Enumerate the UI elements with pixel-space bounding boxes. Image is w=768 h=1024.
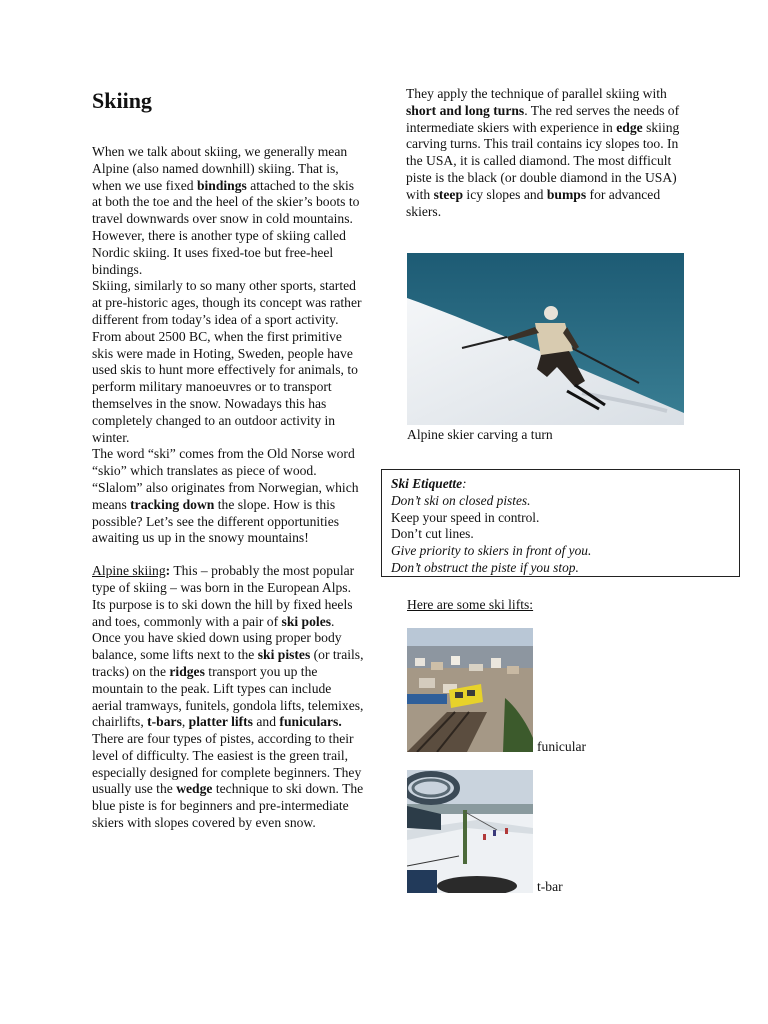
- skier-photo-caption: Alpine skier carving a turn: [407, 427, 553, 442]
- text-run: Skiing, similarly to so many other sports, started at pre-historic ages, though its concept was rather different from today’s idea of a sport activity. From about 2500 BC, when the first primitive skis were made in Hoting, Sweden, people have used skis to hunt more effectively for animals, to perform military manoeuvres or to transport themselves in the snow. Nowadays this has completely changed to an outdoor activity in winter.: [92, 278, 362, 445]
- alpine-skier-photo: [407, 253, 684, 425]
- text-run: (or trails, tracks) on the: [92, 647, 364, 679]
- bold-term: ridges: [169, 663, 205, 679]
- paragraph-alpine-skiing: [92, 563, 364, 731]
- bold-term: steep: [433, 186, 464, 202]
- etiquette-rule: Give priority to skiers in front of you.: [391, 543, 592, 559]
- text-run: There are four types of pistes, according to their level of difficulty. The easiest is the green trail, especially designed for complete beginners. They usually use the: [92, 731, 362, 797]
- paragraph-piste-types: [92, 731, 364, 832]
- bold-term: wedge: [176, 781, 213, 797]
- ski-etiquette-box: [381, 469, 740, 577]
- bold-term: tracking down: [130, 496, 215, 512]
- text-run: This – probably the most popular type of skiing – was born in the European Alps. Its purpose is to ski down the hill by fixed heels and toes, commonly with a pair of: [92, 563, 355, 629]
- etiquette-list: [391, 493, 730, 577]
- etiquette-heading: Ski Etiquette:: [391, 476, 467, 491]
- text-run: icy slopes and: [463, 186, 547, 202]
- text-run: technique to ski down. The blue piste is for beginners and pre-intermediate skiers with slopes covered by even snow.: [92, 781, 364, 831]
- bold-term: short and long turns: [406, 102, 525, 118]
- bold-term: funiculars.: [279, 714, 342, 730]
- etiquette-rule: Don’t cut lines.: [391, 526, 474, 542]
- t-bar-photo: [407, 770, 533, 893]
- text-run: . Once you have skied down using proper body balance, some lifts next to the: [92, 613, 342, 663]
- text-run: attached to the skis at both the toe and the heel of the skier’s boots to travel downwards over snow in cold mountains. However, there is another type of skiing called Nordic skiing. It uses fixed-toe but free-heel bindings.: [92, 177, 360, 277]
- text-run: When we talk about skiing, we generally mean Alpine (also named downhill) skiing. That is, when we use fixed: [92, 144, 348, 193]
- text-run: skiing carving turns. This trail contains icy slopes too. In the USA, it is called diamond. The most difficult piste is the black (or double diamond in the USA) with: [406, 119, 680, 202]
- bold-term: ski pistes: [257, 647, 311, 663]
- bold-term: bumps: [546, 186, 587, 202]
- bold-term: t-bars: [147, 714, 182, 730]
- text-run: The word “ski” comes from the Old Norse word “skio” which translates as piece of wood. “Slalom” also originates from Norwegian, which means: [92, 446, 359, 512]
- page-title: Skiing: [92, 88, 152, 113]
- funicular-label: funicular: [537, 739, 587, 754]
- paragraph-history: [92, 278, 364, 446]
- t-bar-label: t-bar: [537, 879, 563, 894]
- left-column: [92, 88, 364, 832]
- text-run: for advanced skiers.: [406, 186, 661, 219]
- bold-term: platter lifts: [188, 714, 253, 730]
- text-run: . The red serves the needs of intermediate skiers with experience in: [406, 102, 680, 135]
- bold-term: edge: [616, 119, 643, 135]
- text-run: transport you up the mountain to the peak. Lift types can include aerial tramways, funitels, gondola lifts, telemixes, chairlifts,: [92, 663, 364, 730]
- ski-lifts-heading: Here are some ski lifts:: [407, 597, 534, 612]
- text-run: and: [252, 714, 280, 730]
- bold-term: bindings: [196, 177, 247, 193]
- text-run: They apply the technique of parallel skiing with: [406, 86, 667, 101]
- section-heading: Alpine skiing: [92, 563, 166, 579]
- bold-term: ski poles: [281, 613, 332, 629]
- right-column: [406, 86, 688, 220]
- etiquette-rule: Don’t obstruct the piste if you stop.: [391, 559, 579, 575]
- etiquette-rule: Don’t ski on closed pistes.: [391, 492, 531, 508]
- paragraph-piste-types-continued: [406, 86, 688, 220]
- bold-term: :: [165, 563, 171, 579]
- etiquette-rule: Keep your speed in control.: [391, 509, 540, 525]
- text-run: the slope. How is this possible? Let’s see the different opportunities awaiting us up in the snowy mountains!: [92, 496, 340, 546]
- paragraph-intro: [92, 144, 364, 278]
- paragraph-etymology: [92, 446, 364, 547]
- funicular-photo: [407, 628, 533, 752]
- text-run: ,: [181, 714, 189, 730]
